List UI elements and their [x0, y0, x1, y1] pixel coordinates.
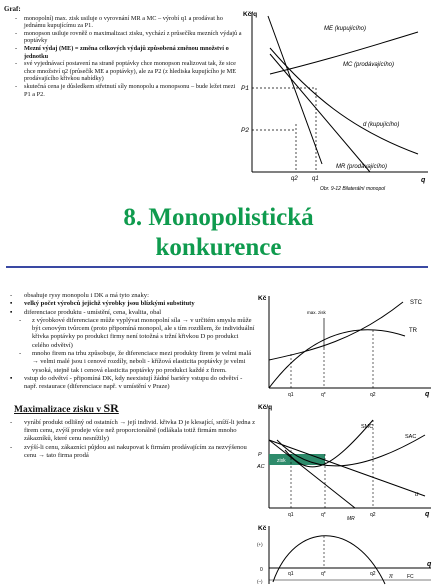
total-cost-revenue-graph [258, 295, 431, 398]
list-item: ▪ vstup do odvětví - připomíná DK, kdy neexistují žádné bariéry vstupu do odvětví - např. restaurace (diferenciace např. v umístění v Praze) [10, 374, 243, 391]
sac-label: SAC [405, 434, 417, 440]
section-title: Maximalizace zisku v SR [14, 400, 119, 415]
x-tick-q1: q1 [288, 571, 294, 577]
profit-label: zisk [277, 458, 286, 464]
y-tick-p1: P1 [241, 85, 249, 92]
figure-caption: Obr. 9-12 Bilaterální monopol [320, 186, 386, 192]
list-item: ▪ diferenciace produktu - umístění, cena, kvalita, obal [10, 308, 162, 316]
x-tick-q1: q1 [312, 176, 319, 182]
x-axis-label: q [425, 391, 430, 398]
bilateral-monopoly-chart [240, 4, 435, 194]
mr-curve [270, 54, 370, 172]
top-text-list [4, 15, 242, 99]
y-tick-p2: P2 [241, 127, 249, 134]
y-tick-plus: (+) [257, 542, 263, 547]
mr-curve [269, 440, 355, 508]
title-line-2: konkurence [155, 234, 282, 261]
list-item: - z výrobkové diferenciace může vyplývat monopolní síla → v určitém smyslu může být cenovým tvůrcem (proto připomíná monopol, ale s tím rozdílem, že individuální křivka poptávky po produkci firmy není totožná s tržní křivkou D po produkci celého odvětví) [19, 316, 255, 349]
title-divider [6, 266, 428, 268]
smc-label: SMC [361, 424, 374, 430]
list-item: - zvýší-li cenu, zákazníci půjdou asi nakupovat k firmám prodávajícím za nezvýšenou cenu → tato firma prodá [10, 443, 247, 460]
me-curve [268, 16, 322, 164]
short-run-profit-charts [255, 290, 435, 588]
x-tick-q2: q2 [370, 512, 376, 518]
list-item: - monopolní) max. zisk usiluje o vyrovnání MR a MC – výrobí q1 a prodávat ho jednámu kupujícímu za P1. [24, 15, 242, 30]
x-axis-label: q [425, 511, 430, 518]
mr-label: MR [347, 516, 355, 522]
list-item: ▪ velký počet výrobců jejichž výrobky jsou blízkými substituty [10, 300, 195, 308]
lower-text-block [8, 292, 256, 460]
tr-curve [269, 330, 405, 388]
graph-label: Graf: [4, 5, 21, 13]
y-tick-zero: 0 [260, 567, 263, 573]
top-text-block [4, 6, 242, 98]
x-tick-qstar: q* [321, 392, 326, 398]
x-tick-q1: q1 [288, 512, 294, 518]
y-axis-label: Kč [258, 295, 267, 302]
profit-function-graph [257, 525, 432, 584]
unit-cost-graph [256, 404, 431, 522]
page-title [0, 203, 437, 263]
d-label: d [415, 492, 419, 498]
y-tick-ac: AC [257, 464, 265, 470]
list-item: - skutečná cena je důsledkem střetnutí síly monopolu a monopsonu – bude ležet mezi P1 a P2. [24, 83, 242, 98]
fc-label: FC [407, 574, 414, 580]
list-item: - mnoho firem na trhu způsobuje, že diferenciace mezi produkty firem je velmi malá → velmi malé jsou i cenové rozdíly, neboli - křížová elasticita poptávky je velmi vysoká, stejně tak i cenová elasticita poptávky po produkci každé z firem. [19, 350, 252, 374]
d-label: d (kupujícího) [363, 122, 400, 128]
y-axis-label: Kč/q [258, 404, 273, 411]
y-axis-label: Kč [258, 525, 267, 532]
x-axis-label: q [421, 177, 426, 184]
x-tick-qstar: q* [321, 571, 326, 577]
x-tick-q1: q1 [288, 392, 294, 398]
me-label: ME (kupujícího) [324, 26, 367, 32]
tr-label: TR [409, 328, 417, 334]
mr-label: MR (prodávajícího) [336, 164, 388, 170]
list-item: - monopson usiluje rovněž o maximalizaci zisku, vychází z průsečíku mezních výdajů a poptávky [24, 30, 242, 45]
y-axis-label: Kč/q [243, 11, 258, 18]
demand-curve [269, 440, 425, 496]
x-tick-q2: q2 [291, 176, 298, 182]
y-tick-p: P [258, 452, 262, 458]
x-tick-q2: q2 [370, 392, 376, 398]
stc-label: STC [410, 300, 422, 306]
title-line-1: 8. Monopolistická [123, 204, 314, 231]
list-item: - vyrábí produkt odlišný od ostatních → její individ. křivka D je klesající, sníží-li jedna z firem cenu, zvýší prodeje více než proporcionálně (odlákala totiž firmám mnoho zákazníků, které cenu nesnížily) [10, 418, 256, 443]
mc-label: MC (prodávajícího) [343, 62, 395, 68]
list-item: - své vyjednávací postavení na straně poptávky chce monopson realizovat tak, že sice chce množství q2 (průsečík ME a poptávky), ale za P2 (z hlediska kupujícího je ME prodávajícího křivkou nabídky) [24, 60, 242, 83]
x-tick-qstar: q* [321, 512, 326, 518]
list-item: - obsahuje rysy monopolu i DK a má tyto znaky: [10, 292, 149, 299]
list-item: - Mezní výdaj (ME) = změna celkových výdajů způsobená změnou množství o jednotku [24, 45, 242, 60]
max-profit-label: max. zisk [307, 310, 326, 315]
y-tick-minus: (–) [257, 579, 263, 584]
pi-label: π [389, 574, 394, 580]
x-tick-q2: q2 [370, 571, 376, 577]
x-axis-label: q [427, 561, 432, 568]
